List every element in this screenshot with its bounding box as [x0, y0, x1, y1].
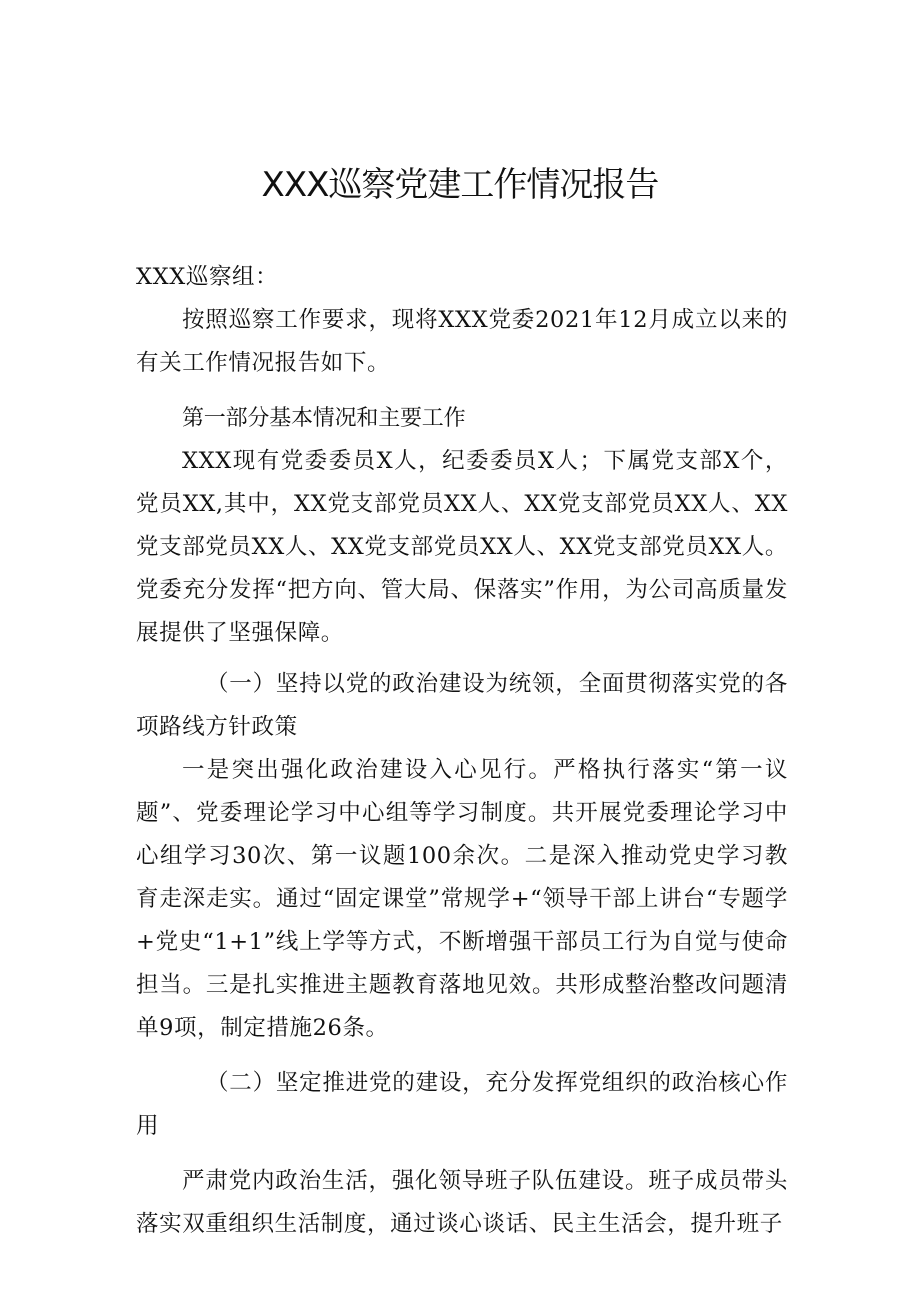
- intro-paragraph: 按照巡察工作要求，现将XXX党委2021年12月成立以来的有关工作情况报告如下。: [136, 307, 788, 376]
- overview-paragraph: XXX现有党委委员X人，纪委委员X人；下属党支部X个，党员XX,其中，XX党支部党员XX人、XX党支部党员XX人、XX党支部党员XX人、XX党支部党员XX人、XX党支部党员XX人。党委充分发挥“把方向、管大局、保落实”作用，为公司高质量发展提供了坚强保障。: [136, 448, 788, 646]
- section-body-2: 严肃党内政治生活，强化领导班子队伍建设。班子成员带头落实双重组织生活制度，通过谈心谈话、民主生活会，提升班子: [136, 1168, 788, 1237]
- part-heading: 第一部分基本情况和主要工作: [182, 406, 466, 431]
- section-heading-1: （一）坚持以党的政治建设为统领，全面贯彻落实党的各项路线方针政策: [136, 671, 788, 740]
- document-title: XXX巡察党建工作情况报告: [261, 165, 659, 205]
- salutation: XXX巡察组：: [136, 264, 279, 290]
- section-heading-2: （二）坚定推进党的建设，充分发挥党组织的政治核心作用: [136, 1070, 788, 1139]
- section-body-1: 一是突出强化政治建设入心见行。严格执行落实“第一议题”、党委理论学习中心组等学习制度。共开展党委理论学习中心组学习30次、第一议题100余次。二是深入推动党史学习教育走深走实。通过“固定课堂”常规学+“领导干部上讲台“专题学+党史“1+1”线上学等方式，不断增强干部员工行为自觉与使命担当。三是扎实推进主题教育落地见效。共形成整治整改问题清单9项，制定措施26条。: [136, 757, 788, 1041]
- document-body: [136, 256, 788, 1246]
